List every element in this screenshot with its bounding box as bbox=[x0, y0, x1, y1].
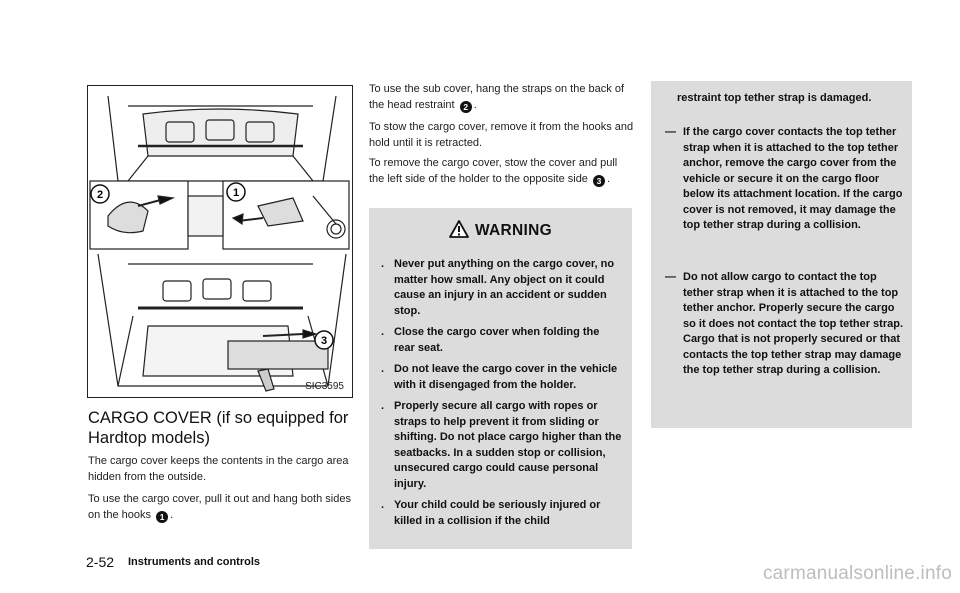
watermark: carmanualsonline.info bbox=[762, 563, 952, 584]
reference-2-icon: 2 bbox=[460, 101, 472, 113]
reference-1-icon: 1 bbox=[156, 511, 168, 523]
warning-triangle-icon bbox=[449, 220, 469, 238]
paragraph-remove-cover bbox=[369, 155, 635, 187]
bullet: . bbox=[381, 363, 385, 375]
warning-item bbox=[369, 325, 622, 356]
bullet: . bbox=[381, 258, 385, 270]
warning-sub-item-text: Do not allow cargo to contact the top tether strap when it is attached to the top tether anchor. Properly secure the cargo so it does not contact the top tether strap. Cargo that is not properly secured or that contacts the top tether strap may damage the top tether strap during a collision. bbox=[683, 271, 904, 376]
figure-code: SIC3595 bbox=[305, 381, 344, 392]
warning-continuation: restraint top tether strap is damaged. bbox=[677, 92, 872, 104]
warning-box-continued bbox=[651, 81, 912, 428]
paragraph-text: To use the cargo cover, pull it out and hang both sides on the hooks bbox=[88, 493, 351, 521]
footer-section-name: Instruments and controls bbox=[128, 556, 261, 568]
paragraph-text: To use the sub cover, hang the straps on the back of the head restraint bbox=[369, 83, 624, 111]
reference-3-icon: 3 bbox=[593, 175, 605, 187]
warning-item bbox=[369, 498, 622, 529]
paragraph-end: . bbox=[607, 173, 611, 185]
paragraph-end: . bbox=[170, 509, 174, 521]
warning-item bbox=[369, 257, 622, 319]
cargo-cover-figure bbox=[87, 85, 353, 398]
warning-item bbox=[369, 362, 622, 393]
bullet: . bbox=[381, 499, 385, 511]
paragraph-stow-cover: To stow the cargo cover, remove it from the hooks and hold until it is retracted. bbox=[369, 121, 634, 149]
paragraph-sub-cover bbox=[369, 81, 635, 113]
paragraph-cargo-purpose: The cargo cover keeps the contents in the cargo area hidden from the outside. bbox=[88, 455, 349, 483]
paragraph-text: To remove the cargo cover, stow the cover and pull the left side of the holder to the opposite side bbox=[369, 157, 618, 185]
warning-heading-text: WARNING bbox=[474, 222, 552, 239]
warning-sub-item bbox=[665, 270, 905, 379]
warning-box bbox=[369, 208, 632, 549]
page-number: 2-52 bbox=[86, 554, 115, 570]
warning-item-text: Properly secure all cargo with ropes or straps to help prevent it from sliding or shifting. Do not place cargo higher than the seatbacks. In a sudden stop or collision, unsecured cargo could cause personal injury. bbox=[394, 400, 622, 490]
callout-3: 3 bbox=[320, 335, 328, 347]
warning-list bbox=[369, 257, 622, 535]
warning-item-text: Do not leave the cargo cover in the vehicle with it disengaged from the holder. bbox=[394, 363, 618, 391]
warning-heading bbox=[369, 220, 632, 240]
dash: — bbox=[665, 271, 676, 283]
callout-1: 1 bbox=[232, 187, 240, 199]
bullet: . bbox=[381, 400, 385, 412]
dash: — bbox=[665, 126, 676, 138]
warning-item-text: Never put anything on the cargo cover, no matter how small. Any object on it could cause an injury in an accident or sudden stop. bbox=[394, 258, 615, 317]
warning-item bbox=[369, 399, 622, 492]
warning-item-text: Close the cargo cover when folding the rear seat. bbox=[394, 326, 600, 354]
paragraph-use-cover bbox=[88, 491, 356, 523]
bullet: . bbox=[381, 326, 385, 338]
section-title: CARGO COVER (if so equipped for Hardtop models) bbox=[88, 409, 349, 447]
warning-sub-item-text: If the cargo cover contacts the top tether strap when it is attached to the top tether anchor, remove the cargo cover from the vehicle or secure it on the cargo floor below its attachment location. If the cargo cover is not removed, it may damage the top tether strap during a collision. bbox=[683, 126, 903, 231]
warning-item-text: Your child could be seriously injured or killed in a collision if the child bbox=[394, 499, 601, 527]
paragraph-end: . bbox=[473, 99, 477, 111]
callout-2: 2 bbox=[96, 189, 104, 201]
cargo-cover-illustration bbox=[88, 86, 352, 397]
warning-sub-item bbox=[665, 125, 905, 234]
